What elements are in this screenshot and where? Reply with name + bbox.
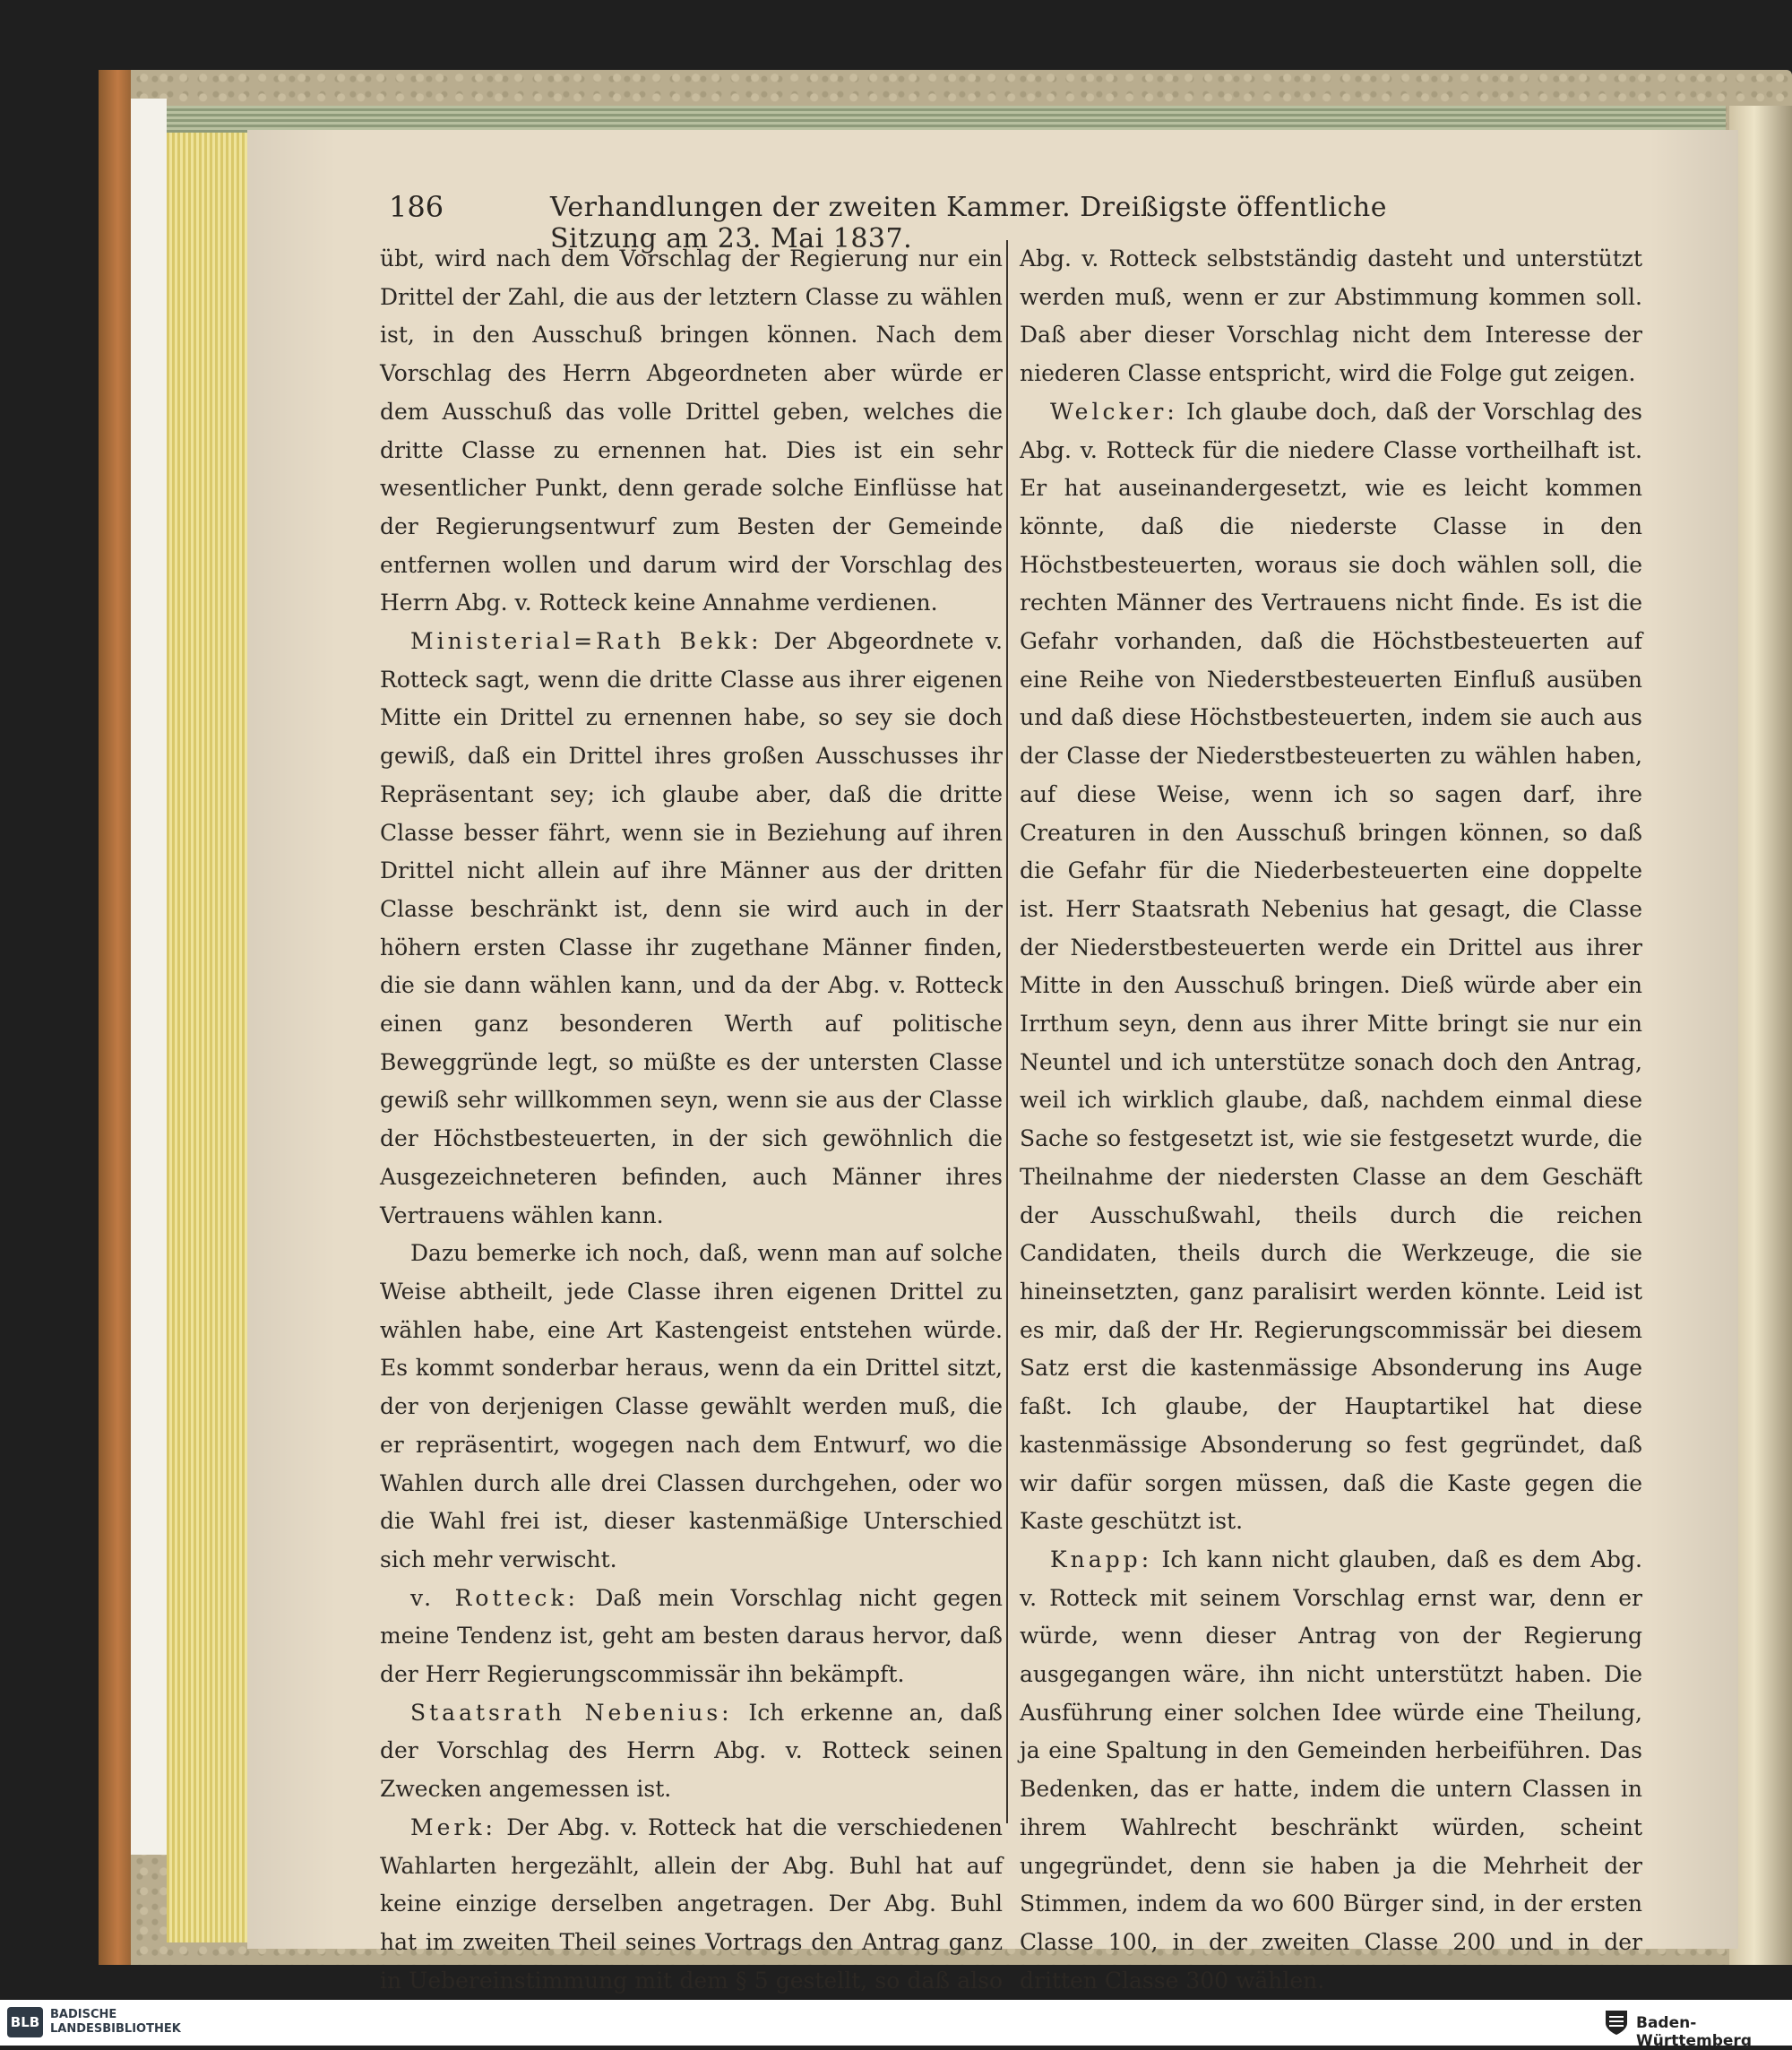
paragraph (1020, 393, 1642, 1541)
paragraph (1020, 240, 1642, 393)
paragraph-text: Dazu bemerke ich noch, daß, wenn man auf solche Weise abtheilt, jede Classe ihren eigenen Drittel zu wählen habe, eine Art Kastengeist entstehen würde. Es kommt sonderbar heraus, wenn da ein Drittel sitzt, der von derjenigen Classe gewählt werden muß, die er repräsentirt, wogegen nach dem Entwurf, wo die Wahlen durch alle drei Classen durchgehen, oder wo die Wahl frei ist, dieser kastenmäßige Unterschied sich mehr verwischt. (380, 1240, 1003, 1572)
right-page-edge (1729, 106, 1792, 1965)
speaker-name: Knapp: (1050, 1546, 1153, 1572)
library-name (50, 2008, 229, 2037)
footer-bar (0, 2000, 1792, 2050)
column-divider (1006, 240, 1008, 1823)
paragraph (380, 1694, 1003, 1809)
paragraph-text: Ich glaube doch, daß der Vorschlag des Abg. v. Rotteck für die niedere Classe vortheilhaft ist. Er hat auseinandergesetzt, wie es leicht kommen könnte, daß die niederste Classe in den Höchstbesteuerten, woraus sie doch wählen soll, die rechten Männer des Vertrauens nicht finde. Es ist die Gefahr vorhanden, daß die Höchstbesteuerten auf eine Reihe von Niederstbesteuerten Einfluß ausüben und daß diese Höchstbesteuerten, indem sie auch aus der Classe der Niederstbesteuerten zu wählen haben, auf diese Weise, wenn ich so sagen darf, ihre Creaturen in den Ausschuß bringen können, so daß die Gefahr für die Niederbesteuerten eine doppelte ist. Herr Staatsrath Nebenius hat gesagt, die Classe der Niederstbesteuerten werde ein Drittel aus ihrer Mitte in den Ausschuß bringen. Dieß würde aber ein Irrthum seyn, denn aus ihrer Mitte bringt sie nur ein Neuntel und ich unterstütze sonach doch den Antrag, weil ich wirklich glaube, daß, nachdem einmal diese Sache so festgesetzt ist, wie sie festgesetzt wurde, die Theilnahme der niedersten Classe an dem Geschäft der Ausschußwahl, theils durch die reichen Candidaten, theils durch die Werkzeuge, die sie hineinsetzten, ganz paralisirt werden könnte. Leid ist es mir, daß der Hr. Regierungscommissär bei diesem Satz erst die kastenmässige Absonderung ins Auge faßt. Ich glaube, der Hauptartikel hat diese kastenmässige Absonderung so fest gegründet, daß wir dafür sorgen müssen, daß die Kaste gegen die Kaste geschützt ist. (1020, 398, 1642, 1535)
speaker-name: Ministerial=Rath Bekk: (410, 628, 762, 655)
paragraph-text: übt, wird nach dem Vorschlag der Regierung nur ein Drittel der Zahl, die aus der letztern Classe zu wählen ist, in den Ausschuß bringen können. Nach dem Vorschlag des Herrn Abgeordneten aber würde er dem Ausschuß das volle Drittel geben, welches die dritte Classe zu ernennen hat. Dies ist ein sehr wesentlicher Punkt, denn gerade solche Einflüsse hat der Regierungsentwurf zum Besten der Gemeinde entfernen wollen und darum wird der Vorschlag des Herrn Abg. v. Rotteck keine Annahme verdienen. (380, 245, 1003, 616)
speaker-name: Merk: (410, 1813, 496, 1840)
paragraph (380, 1235, 1003, 1579)
book-spine-edge (99, 70, 131, 1965)
library-name-line2: LANDESBIBLIOTHEK (50, 2022, 181, 2036)
paragraph-text: Der Abg. v. Rotteck hat die verschiedenen Wahlarten hergezählt, allein der Abg. Buhl hat auf keine einzige derselben angetragen. Der Abg. Buhl hat im zweiten Theil seines Vortrags den Antrag ganz in Uebereinstimmung mit dem § 5 gestellt, so daß also (380, 1813, 1003, 1994)
right-text-column (1020, 240, 1642, 2000)
running-title: Verhandlungen der zweiten Kammer. Dreißigste öffentliche Sitzung am 23. Mai 1837. (550, 192, 1387, 254)
paragraph-text: Abg. v. Rotteck selbstständig dasteht und unterstützt werden muß, wenn er zur Abstimmung kommen soll. Daß aber dieser Vorschlag nicht dem Interesse der niederen Classe entspricht, wird die Folge gut zeigen. (1020, 245, 1642, 387)
paragraph (1020, 1541, 1642, 2000)
library-name-line1: BADISCHE (50, 2008, 117, 2021)
page-number: 186 (389, 190, 444, 224)
top-page-edge (167, 106, 1726, 133)
paragraph-text: Ich kann nicht glauben, daß es dem Abg. v. Rotteck mit seinem Vorschlag ernst war, denn er würde, wenn dieser Antrag von der Regierung ausgegangen wäre, ihn nicht unterstützt haben. Die Ausführung einer solchen Idee würde eine Theilung, ja eine Spaltung in den Gemeinden herbeiführen. Das Bedenken, das er hatte, indem die untern Classen in ihrem Wahlrecht beschränkt würden, scheint ungegründet, denn sie haben ja die Mehrheit der Stimmen, indem da wo 600 Bürger sind, in der ersten Classe 100, in der zweiten Classe 200 und in der dritten Classe 300 wählen. (1020, 1546, 1642, 1994)
speaker-name: Staatsrath Nebenius: (410, 1699, 733, 1726)
facing-page-edge (131, 99, 167, 1855)
speaker-name: Welcker: (1050, 398, 1178, 425)
paragraph (380, 623, 1003, 1235)
paragraph (380, 1580, 1003, 1694)
paragraph-text: Daß mein Vorschlag nicht gegen meine Tendenz ist, geht am besten daraus hervor, daß der Herr Regierungscommissär ihn bekämpft. (380, 1584, 1003, 1688)
left-text-column (380, 240, 1003, 2038)
paragraph-text: Der Abgeordnete v. Rotteck sagt, wenn die dritte Classe aus ihrer eigenen Mitte ein Drittel zu ernennen habe, so sey sie doch gewiß, daß ein Drittel ihres großen Ausschusses ihr Repräsentant sey; ich glaube aber, daß die dritte Classe besser fährt, wenn sie in Beziehung auf ihren Drittel nicht allein auf ihre Männer aus der dritten Classe beschränkt ist, denn sie wird auch in der höhern ersten Classe ihr zugethane Männer finden, die sie dann wählen kann, und da der Abg. v. Rotteck einen ganz besonderen Werth auf politische Beweggründe legt, so müßte es der untersten Classe gewiß sehr willkommen seyn, wenn sie aus der Classe der Höchstbesteuerten, in der sich gewöhnlich die Ausgezeichneteren befinden, auch Männer ihres Vertrauens wählen kann. (380, 628, 1003, 1228)
paragraph (380, 240, 1003, 623)
blb-logo-icon: BLB (7, 2007, 43, 2037)
state-name: Baden-Württemberg (1636, 2014, 1752, 2050)
baden-wuerttemberg-crest-icon (1604, 2009, 1629, 2036)
page-stack-edge (167, 106, 247, 1942)
running-header (389, 186, 1500, 254)
speaker-name: v. Rotteck: (410, 1584, 579, 1611)
paragraph-text: Ich erkenne an, daß der Vorschlag des Herrn Abg. v. Rotteck seinen Zwecken angemessen ist. (380, 1699, 1003, 1803)
